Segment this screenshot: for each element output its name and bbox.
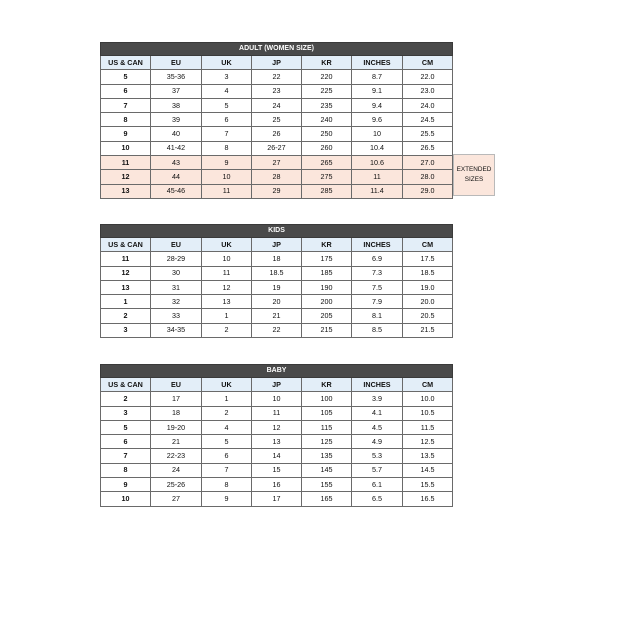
column-header-row bbox=[101, 56, 453, 70]
size-cell: 3.9 bbox=[352, 392, 403, 406]
size-cell: 11.4 bbox=[352, 184, 403, 198]
size-cell: 13 bbox=[252, 435, 302, 449]
size-cell: 26 bbox=[252, 127, 302, 141]
size-cell: 250 bbox=[302, 127, 352, 141]
size-cell: 10.4 bbox=[352, 141, 403, 155]
size-cell: 28.0 bbox=[403, 170, 453, 184]
column-header: KR bbox=[302, 56, 352, 70]
column-header: UK bbox=[202, 56, 252, 70]
size-cell: 11 bbox=[352, 170, 403, 184]
size-cell: 30 bbox=[151, 266, 202, 280]
size-cell: 17 bbox=[151, 392, 202, 406]
table-row bbox=[101, 156, 453, 170]
size-cell: 185 bbox=[302, 266, 352, 280]
table-row bbox=[101, 127, 453, 141]
size-cell: 23.0 bbox=[403, 84, 453, 98]
table-title: BABY bbox=[101, 365, 453, 378]
size-cell: 200 bbox=[302, 295, 352, 309]
size-cell: 100 bbox=[302, 392, 352, 406]
column-header-row bbox=[101, 378, 453, 392]
size-cell: 10 bbox=[202, 252, 252, 266]
column-header: CM bbox=[403, 56, 453, 70]
column-header: US & CAN bbox=[101, 56, 151, 70]
us-size-cell: 8 bbox=[101, 463, 151, 477]
size-cell: 25 bbox=[252, 113, 302, 127]
table-title-row bbox=[101, 225, 453, 238]
size-cell: 5.3 bbox=[352, 449, 403, 463]
size-cell: 9.4 bbox=[352, 98, 403, 112]
size-cell: 260 bbox=[302, 141, 352, 155]
size-cell: 10 bbox=[202, 170, 252, 184]
size-cell: 6 bbox=[202, 449, 252, 463]
size-cell: 17.5 bbox=[403, 252, 453, 266]
column-header: INCHES bbox=[352, 378, 403, 392]
us-size-cell: 7 bbox=[101, 449, 151, 463]
column-header: EU bbox=[151, 378, 202, 392]
extended-sizes-note bbox=[453, 154, 495, 196]
column-header: JP bbox=[252, 56, 302, 70]
size-cell: 14 bbox=[252, 449, 302, 463]
size-cell: 25.5 bbox=[403, 127, 453, 141]
size-cell: 285 bbox=[302, 184, 352, 198]
size-cell: 9 bbox=[202, 156, 252, 170]
size-cell: 9.6 bbox=[352, 113, 403, 127]
size-cell: 7.5 bbox=[352, 280, 403, 294]
size-cell: 190 bbox=[302, 280, 352, 294]
size-cell: 35-36 bbox=[151, 70, 202, 84]
size-cell: 43 bbox=[151, 156, 202, 170]
table-body bbox=[101, 70, 453, 199]
size-cell: 6.5 bbox=[352, 492, 403, 506]
table-row bbox=[101, 435, 453, 449]
size-cell: 18 bbox=[151, 406, 202, 420]
size-cell: 27.0 bbox=[403, 156, 453, 170]
size-cell: 8.1 bbox=[352, 309, 403, 323]
size-cell: 1 bbox=[202, 392, 252, 406]
size-cell: 38 bbox=[151, 98, 202, 112]
size-cell: 6.1 bbox=[352, 478, 403, 492]
size-cell: 10 bbox=[352, 127, 403, 141]
size-cell: 7 bbox=[202, 127, 252, 141]
size-cell: 11 bbox=[252, 406, 302, 420]
size-cell: 145 bbox=[302, 463, 352, 477]
size-cell: 6.9 bbox=[352, 252, 403, 266]
size-cell: 22-23 bbox=[151, 449, 202, 463]
size-cell: 6 bbox=[202, 113, 252, 127]
us-size-cell: 5 bbox=[101, 70, 151, 84]
extended-sizes-label: EXTENDED SIZES bbox=[456, 166, 492, 183]
size-cell: 4.9 bbox=[352, 435, 403, 449]
size-cell: 22 bbox=[252, 323, 302, 337]
size-cell: 19 bbox=[252, 280, 302, 294]
us-size-cell: 3 bbox=[101, 323, 151, 337]
table-row bbox=[101, 141, 453, 155]
table-body bbox=[101, 392, 453, 506]
size-cell: 7.9 bbox=[352, 295, 403, 309]
size-cell: 11.5 bbox=[403, 420, 453, 434]
size-cell: 29.0 bbox=[403, 184, 453, 198]
us-size-cell: 7 bbox=[101, 98, 151, 112]
table-row bbox=[101, 184, 453, 198]
kids-size-table bbox=[100, 224, 453, 338]
size-cell: 1 bbox=[202, 309, 252, 323]
column-header: CM bbox=[403, 238, 453, 252]
size-cell: 235 bbox=[302, 98, 352, 112]
table-title-row bbox=[101, 365, 453, 378]
adult-size-table bbox=[100, 42, 453, 199]
size-cell: 39 bbox=[151, 113, 202, 127]
size-cell: 24.0 bbox=[403, 98, 453, 112]
size-cell: 220 bbox=[302, 70, 352, 84]
size-cell: 3 bbox=[202, 70, 252, 84]
us-size-cell: 13 bbox=[101, 184, 151, 198]
us-size-cell: 1 bbox=[101, 295, 151, 309]
size-cell: 155 bbox=[302, 478, 352, 492]
size-cell: 9.1 bbox=[352, 84, 403, 98]
table-row bbox=[101, 280, 453, 294]
size-cell: 24.5 bbox=[403, 113, 453, 127]
size-cell: 11 bbox=[202, 266, 252, 280]
table-row bbox=[101, 70, 453, 84]
table-title: KIDS bbox=[101, 225, 453, 238]
size-cell: 215 bbox=[302, 323, 352, 337]
size-cell: 12 bbox=[252, 420, 302, 434]
table-row bbox=[101, 252, 453, 266]
size-cell: 205 bbox=[302, 309, 352, 323]
size-cell: 12.5 bbox=[403, 435, 453, 449]
size-cell: 16.5 bbox=[403, 492, 453, 506]
table-row bbox=[101, 449, 453, 463]
table-row bbox=[101, 463, 453, 477]
size-cell: 23 bbox=[252, 84, 302, 98]
size-cell: 15.5 bbox=[403, 478, 453, 492]
size-cell: 15 bbox=[252, 463, 302, 477]
us-size-cell: 12 bbox=[101, 170, 151, 184]
us-size-cell: 11 bbox=[101, 156, 151, 170]
size-cell: 4 bbox=[202, 84, 252, 98]
size-cell: 10.6 bbox=[352, 156, 403, 170]
size-cell: 11 bbox=[202, 184, 252, 198]
table-row bbox=[101, 113, 453, 127]
size-cell: 240 bbox=[302, 113, 352, 127]
size-cell: 8.7 bbox=[352, 70, 403, 84]
us-size-cell: 5 bbox=[101, 420, 151, 434]
table-row bbox=[101, 478, 453, 492]
size-cell: 14.5 bbox=[403, 463, 453, 477]
size-cell: 40 bbox=[151, 127, 202, 141]
table-title-row bbox=[101, 43, 453, 56]
size-cell: 125 bbox=[302, 435, 352, 449]
size-cell: 225 bbox=[302, 84, 352, 98]
size-cell: 9 bbox=[202, 492, 252, 506]
size-cell: 10 bbox=[252, 392, 302, 406]
size-cell: 24 bbox=[151, 463, 202, 477]
size-cell: 5.7 bbox=[352, 463, 403, 477]
table-row bbox=[101, 84, 453, 98]
size-cell: 29 bbox=[252, 184, 302, 198]
us-size-cell: 11 bbox=[101, 252, 151, 266]
size-cell: 115 bbox=[302, 420, 352, 434]
size-cell: 20.0 bbox=[403, 295, 453, 309]
size-cell: 21 bbox=[151, 435, 202, 449]
size-cell: 28-29 bbox=[151, 252, 202, 266]
column-header: CM bbox=[403, 378, 453, 392]
size-cell: 33 bbox=[151, 309, 202, 323]
size-cell: 5 bbox=[202, 435, 252, 449]
column-header: UK bbox=[202, 378, 252, 392]
size-cell: 7 bbox=[202, 463, 252, 477]
size-cell: 16 bbox=[252, 478, 302, 492]
column-header: UK bbox=[202, 238, 252, 252]
size-cell: 13.5 bbox=[403, 449, 453, 463]
size-cell: 26-27 bbox=[252, 141, 302, 155]
size-cell: 2 bbox=[202, 406, 252, 420]
size-cell: 22 bbox=[252, 70, 302, 84]
table-row bbox=[101, 266, 453, 280]
size-cell: 18.5 bbox=[252, 266, 302, 280]
table-row bbox=[101, 392, 453, 406]
size-cell: 31 bbox=[151, 280, 202, 294]
us-size-cell: 10 bbox=[101, 492, 151, 506]
size-cell: 10.0 bbox=[403, 392, 453, 406]
size-cell: 265 bbox=[302, 156, 352, 170]
us-size-cell: 6 bbox=[101, 84, 151, 98]
size-cell: 12 bbox=[202, 280, 252, 294]
size-cell: 18.5 bbox=[403, 266, 453, 280]
size-cell: 22.0 bbox=[403, 70, 453, 84]
size-cell: 2 bbox=[202, 323, 252, 337]
table-row bbox=[101, 323, 453, 337]
us-size-cell: 2 bbox=[101, 309, 151, 323]
column-header: INCHES bbox=[352, 238, 403, 252]
column-header: JP bbox=[252, 378, 302, 392]
column-header: JP bbox=[252, 238, 302, 252]
table-title: ADULT (WOMEN SIZE) bbox=[101, 43, 453, 56]
size-cell: 10.5 bbox=[403, 406, 453, 420]
size-cell: 27 bbox=[151, 492, 202, 506]
size-cell: 28 bbox=[252, 170, 302, 184]
size-cell: 13 bbox=[202, 295, 252, 309]
size-cell: 41-42 bbox=[151, 141, 202, 155]
us-size-cell: 10 bbox=[101, 141, 151, 155]
us-size-cell: 9 bbox=[101, 478, 151, 492]
us-size-cell: 13 bbox=[101, 280, 151, 294]
size-cell: 21 bbox=[252, 309, 302, 323]
column-header: EU bbox=[151, 238, 202, 252]
size-cell: 26.5 bbox=[403, 141, 453, 155]
size-cell: 8.5 bbox=[352, 323, 403, 337]
size-cell: 175 bbox=[302, 252, 352, 266]
column-header: KR bbox=[302, 378, 352, 392]
table-row bbox=[101, 309, 453, 323]
size-cell: 4 bbox=[202, 420, 252, 434]
size-cell: 24 bbox=[252, 98, 302, 112]
size-cell: 8 bbox=[202, 141, 252, 155]
column-header: INCHES bbox=[352, 56, 403, 70]
us-size-cell: 2 bbox=[101, 392, 151, 406]
table-row bbox=[101, 420, 453, 434]
size-cell: 20.5 bbox=[403, 309, 453, 323]
size-cell: 18 bbox=[252, 252, 302, 266]
size-cell: 5 bbox=[202, 98, 252, 112]
size-cell: 165 bbox=[302, 492, 352, 506]
table-row bbox=[101, 170, 453, 184]
us-size-cell: 6 bbox=[101, 435, 151, 449]
size-cell: 20 bbox=[252, 295, 302, 309]
size-cell: 275 bbox=[302, 170, 352, 184]
size-cell: 32 bbox=[151, 295, 202, 309]
column-header-row bbox=[101, 238, 453, 252]
size-cell: 4.5 bbox=[352, 420, 403, 434]
size-cell: 7.3 bbox=[352, 266, 403, 280]
size-cell: 34-35 bbox=[151, 323, 202, 337]
table-row bbox=[101, 98, 453, 112]
size-cell: 8 bbox=[202, 478, 252, 492]
size-cell: 45-46 bbox=[151, 184, 202, 198]
size-cell: 44 bbox=[151, 170, 202, 184]
size-cell: 19.0 bbox=[403, 280, 453, 294]
us-size-cell: 3 bbox=[101, 406, 151, 420]
table-row bbox=[101, 406, 453, 420]
column-header: KR bbox=[302, 238, 352, 252]
column-header: US & CAN bbox=[101, 378, 151, 392]
table-row bbox=[101, 492, 453, 506]
size-cell: 21.5 bbox=[403, 323, 453, 337]
column-header: EU bbox=[151, 56, 202, 70]
table-body bbox=[101, 252, 453, 338]
size-cell: 37 bbox=[151, 84, 202, 98]
size-cell: 17 bbox=[252, 492, 302, 506]
table-row bbox=[101, 295, 453, 309]
size-cell: 135 bbox=[302, 449, 352, 463]
baby-size-table bbox=[100, 364, 453, 507]
size-cell: 25-26 bbox=[151, 478, 202, 492]
size-cell: 105 bbox=[302, 406, 352, 420]
column-header: US & CAN bbox=[101, 238, 151, 252]
size-cell: 27 bbox=[252, 156, 302, 170]
size-cell: 19-20 bbox=[151, 420, 202, 434]
us-size-cell: 9 bbox=[101, 127, 151, 141]
us-size-cell: 8 bbox=[101, 113, 151, 127]
size-cell: 4.1 bbox=[352, 406, 403, 420]
us-size-cell: 12 bbox=[101, 266, 151, 280]
